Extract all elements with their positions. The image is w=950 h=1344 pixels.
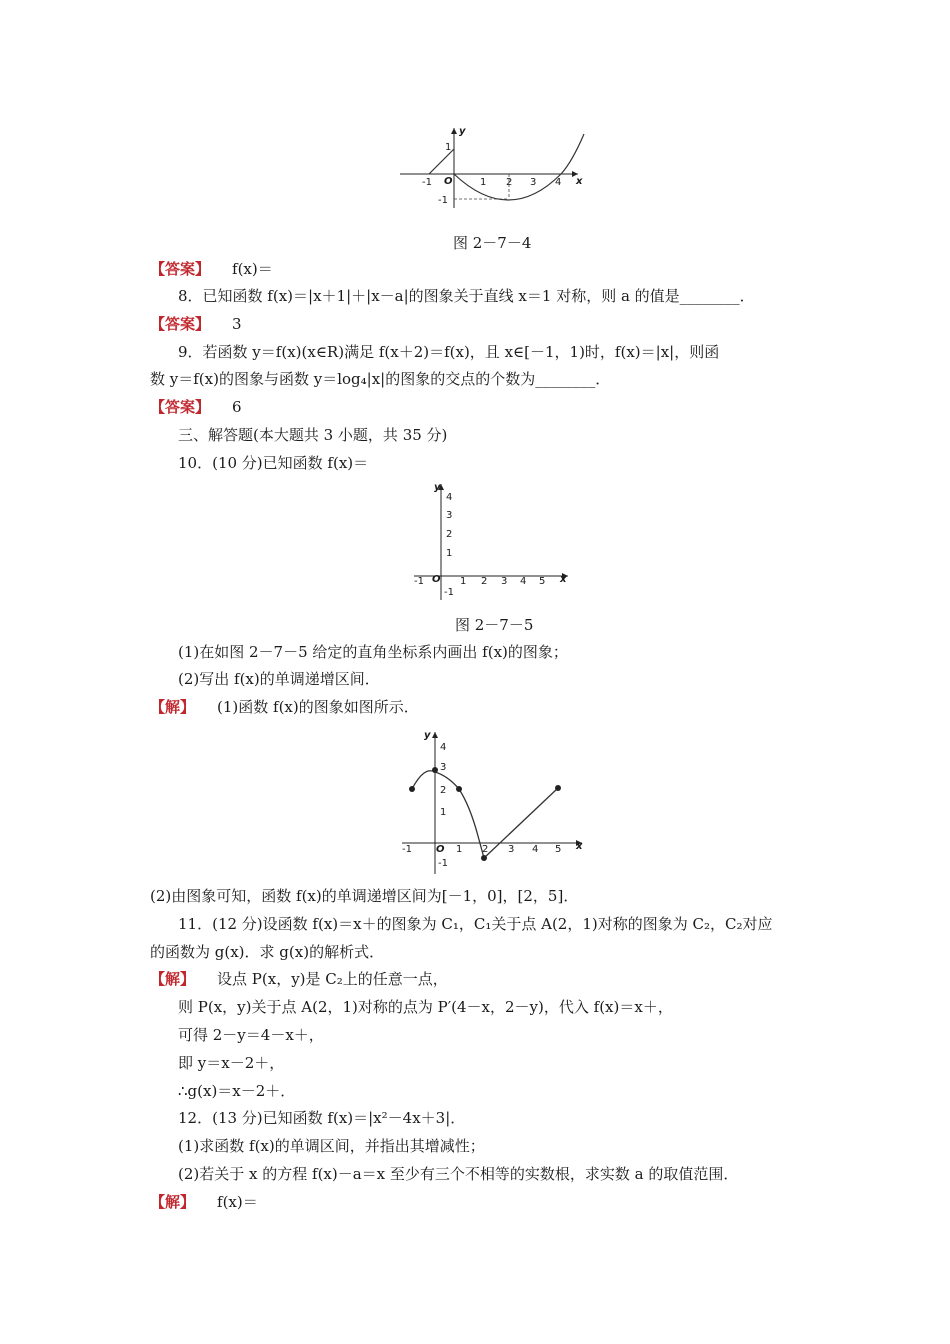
point-1-2 bbox=[456, 786, 462, 792]
question-8: 8．已知函数 f(x)＝|x＋1|＋|x－a|的图象关于直线 x＝1 对称，则 a 的值是________． bbox=[178, 287, 755, 305]
y-axis-label: y bbox=[459, 126, 466, 137]
tick-y-2: 2 bbox=[440, 785, 447, 796]
solution-text: 设点 P(x，y)是 C₂上的任意一点， bbox=[217, 970, 448, 988]
solution-11-line-3: 可得 2－y＝4－x＋， bbox=[178, 1026, 324, 1044]
solution-11-line-5: ∴g(x)＝x－2＋． bbox=[178, 1082, 296, 1100]
point-2-neg1 bbox=[481, 855, 487, 861]
answer-line-7 bbox=[150, 258, 273, 280]
graph-curve bbox=[412, 771, 484, 858]
question-11-line-1: 11．(12 分)设函数 f(x)＝x＋的图象为 C₁，C₁关于点 A(2，1)对称的图象为 C₂，C₂对应 bbox=[178, 915, 773, 933]
y-axis-label: y bbox=[434, 482, 441, 493]
figure-2-7-4 bbox=[398, 122, 588, 212]
point-5-2 bbox=[555, 785, 561, 791]
origin-label: O bbox=[444, 176, 453, 187]
y-axis-label: y bbox=[424, 730, 431, 741]
answer-text: 3 bbox=[232, 315, 242, 333]
tick-y-3: 3 bbox=[446, 510, 453, 521]
tick-x-2: 2 bbox=[506, 177, 513, 188]
solution-text: (1)函数 f(x)的图象如图所示． bbox=[217, 698, 419, 716]
solution-10-line-1 bbox=[150, 696, 419, 718]
section-heading: 三、解答题(本大题共 3 小题，共 35 分) bbox=[178, 426, 448, 444]
solution-tag: 【解】 bbox=[150, 970, 196, 988]
point-0-3 bbox=[432, 767, 438, 773]
answer-line-8 bbox=[150, 313, 242, 335]
tick-y-neg1: -1 bbox=[438, 858, 448, 869]
parabola-piece bbox=[454, 134, 584, 200]
question-10: 10．(10 分)已知函数 f(x)＝ bbox=[178, 454, 369, 472]
solution-tag: 【解】 bbox=[150, 1193, 196, 1211]
tick-x-1: 1 bbox=[460, 576, 467, 587]
answer-text: f(x)＝ bbox=[232, 260, 273, 278]
solution-tag: 【解】 bbox=[150, 698, 196, 716]
tick-x-4: 4 bbox=[520, 576, 527, 587]
solution-figure bbox=[398, 726, 590, 876]
question-12-part-1: (1)求函数 f(x)的单调区间，并指出其增减性； bbox=[178, 1137, 485, 1155]
question-11-line-2: 的函数为 g(x)．求 g(x)的解析式． bbox=[150, 943, 385, 961]
solution-11-line-4: 即 y＝x－2＋， bbox=[178, 1054, 285, 1072]
figure-caption-2-7-4: 图 2－7－4 bbox=[453, 234, 532, 252]
x-axis-label: x bbox=[576, 841, 583, 852]
solution-11-line-2: 则 P(x，y)关于点 A(2，1)对称的点为 P′(4－x，2－y)，代入 f(x)＝x＋， bbox=[178, 998, 673, 1016]
solution-text: f(x)＝ bbox=[217, 1193, 258, 1211]
question-10-part-2: (2)写出 f(x)的单调递增区间． bbox=[178, 670, 380, 688]
tick-x-3: 3 bbox=[530, 177, 537, 188]
y-axis-arrow bbox=[451, 128, 457, 134]
tick-y-3: 3 bbox=[440, 762, 447, 773]
tick-x-neg1: -1 bbox=[402, 844, 412, 855]
tick-x-1: 1 bbox=[456, 844, 463, 855]
graph-line bbox=[484, 788, 558, 858]
tick-y-4: 4 bbox=[440, 742, 447, 753]
tick-x-2: 2 bbox=[481, 576, 488, 587]
figure-2-7-5 bbox=[410, 478, 575, 603]
tick-y-2: 2 bbox=[446, 529, 453, 540]
tick-x-4: 4 bbox=[555, 177, 562, 188]
x-axis-label: x bbox=[576, 176, 583, 187]
point-neg1-2 bbox=[409, 786, 415, 792]
question-9-line-2: 数 y＝f(x)的图象与函数 y＝log₄|x|的图象的交点的个数为________． bbox=[150, 370, 611, 388]
tick-y-neg1: -1 bbox=[444, 587, 454, 598]
tick-x-3: 3 bbox=[508, 844, 515, 855]
solution-12-line-1 bbox=[150, 1191, 258, 1213]
tick-x-4: 4 bbox=[532, 844, 539, 855]
question-12-part-2: (2)若关于 x 的方程 f(x)－a＝x 至少有三个不相等的实数根，求实数 a 的取值范围． bbox=[178, 1165, 739, 1183]
origin-label: O bbox=[436, 844, 445, 855]
tick-x-1: 1 bbox=[480, 177, 487, 188]
tick-x-3: 3 bbox=[501, 576, 508, 587]
solution-10-line-2: (2)由图象可知，函数 f(x)的单调递增区间为[－1，0]，[2，5]． bbox=[150, 887, 579, 905]
question-12: 12．(13 分)已知函数 f(x)＝|x²－4x＋3|． bbox=[178, 1109, 466, 1127]
tick-x-neg1: -1 bbox=[414, 576, 424, 587]
tick-y-1: 1 bbox=[440, 807, 447, 818]
figure-caption-2-7-5: 图 2－7－5 bbox=[455, 616, 534, 634]
origin-label: O bbox=[432, 574, 441, 585]
question-10-part-1: (1)在如图 2－7－5 给定的直角坐标系内画出 f(x)的图象； bbox=[178, 643, 568, 661]
tick-y-4: 4 bbox=[446, 492, 453, 503]
tick-x-5: 5 bbox=[539, 576, 546, 587]
tick-y-neg1: -1 bbox=[438, 195, 448, 206]
answer-text: 6 bbox=[232, 398, 242, 416]
answer-tag: 【答案】 bbox=[150, 398, 211, 416]
question-9-line-1: 9．若函数 y＝f(x)(x∈R)满足 f(x＋2)＝f(x)，且 x∈[－1，1)时，f(x)＝|x|，则函 bbox=[178, 343, 720, 361]
tick-x-neg1: -1 bbox=[422, 177, 432, 188]
solution-11-line-1 bbox=[150, 968, 448, 990]
tick-x-2: 2 bbox=[482, 844, 489, 855]
x-axis-label: x bbox=[560, 574, 567, 585]
answer-tag: 【答案】 bbox=[150, 315, 211, 333]
tick-y-1: 1 bbox=[446, 548, 453, 559]
tick-y-1: 1 bbox=[445, 142, 452, 153]
tick-x-5: 5 bbox=[555, 844, 562, 855]
y-axis-arrow bbox=[432, 732, 438, 738]
answer-line-9 bbox=[150, 396, 242, 418]
answer-tag: 【答案】 bbox=[150, 260, 211, 278]
